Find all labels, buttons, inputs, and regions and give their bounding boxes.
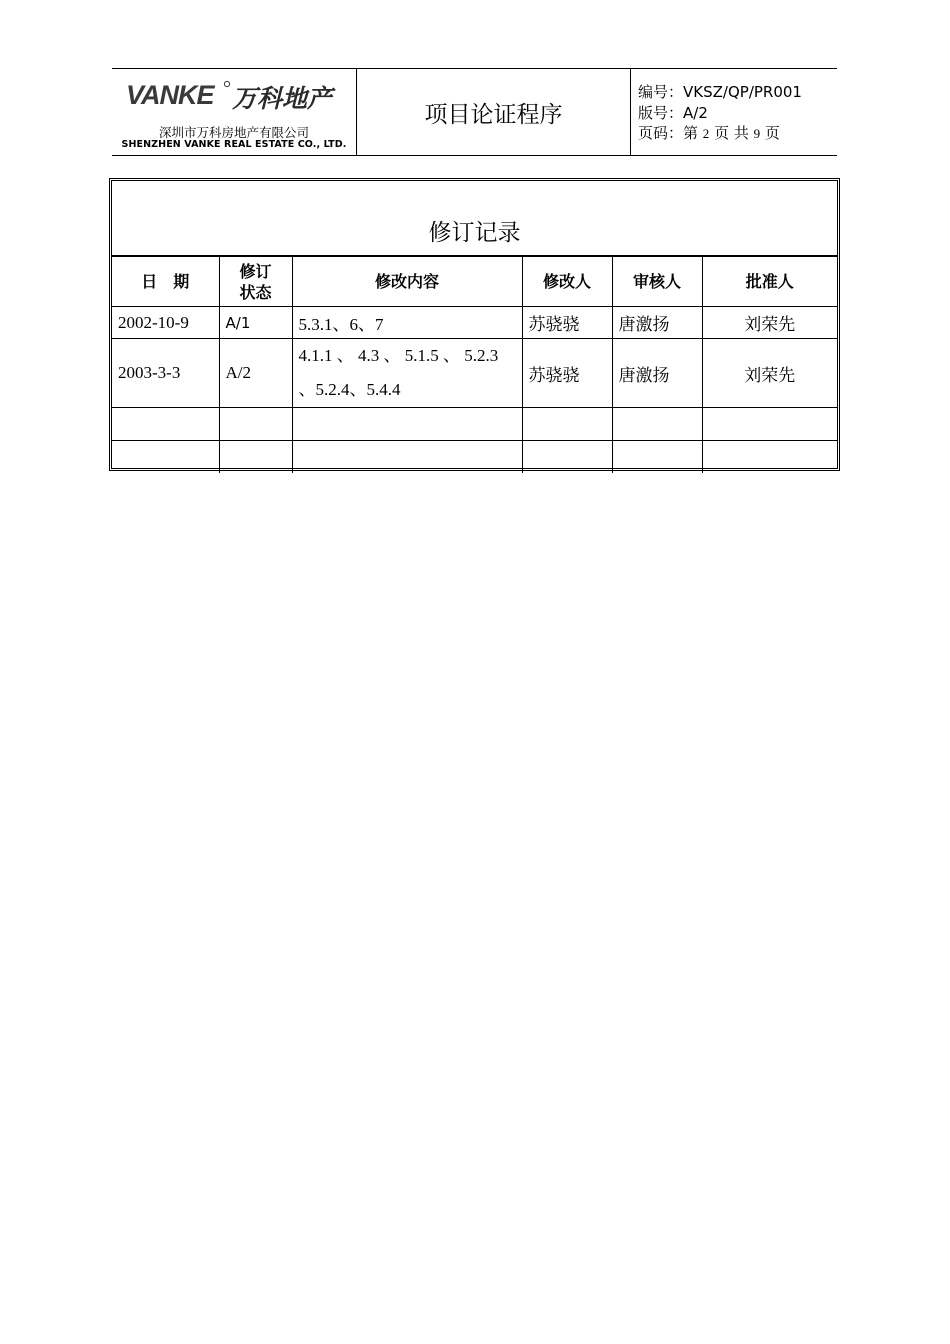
- logo-latin-text: VANKE: [126, 80, 214, 110]
- col-header-status-line2: 状态: [239, 282, 272, 302]
- empty-cell: [612, 441, 702, 474]
- table-row: [112, 307, 837, 339]
- revision-record: [109, 178, 840, 471]
- cell-content-line2: 、5.2.4、5.4.4: [298, 380, 401, 399]
- cell-status: A/2: [219, 339, 292, 408]
- doc-version-label: 版号：: [638, 103, 684, 122]
- company-name-en: SHENZHEN VANKE REAL ESTATE CO., LTD.: [121, 139, 347, 150]
- page-mid: 页 共: [714, 124, 749, 142]
- empty-cell: [219, 441, 292, 474]
- cell-modifier: 苏骁骁: [522, 307, 612, 339]
- doc-code-row: [638, 82, 802, 103]
- company-name-cn: 深圳市万科房地产有限公司: [158, 125, 309, 140]
- col-header-modifier: 修改人: [522, 257, 612, 307]
- empty-cell: [702, 408, 837, 441]
- cell-content-line1: 4.1.1 、 4.3 、 5.1.5 、 5.2.3: [298, 346, 499, 365]
- col-header-status-line1: 修订: [239, 261, 272, 281]
- cell-reviewer: 唐激扬: [612, 307, 702, 339]
- company-logo-cell: [112, 69, 357, 155]
- revision-title: 修订记录: [112, 181, 837, 256]
- table-row-empty: [112, 408, 837, 441]
- table-header-row: [112, 257, 837, 307]
- empty-cell: [702, 441, 837, 474]
- empty-cell: [522, 408, 612, 441]
- page-total: 9: [753, 126, 761, 141]
- doc-code-label: 编号：: [638, 83, 684, 101]
- document-header: [112, 68, 837, 156]
- cell-reviewer: 唐激扬: [612, 339, 702, 408]
- empty-cell: [292, 408, 522, 441]
- doc-code-value: VKSZ/QP/PR001: [683, 83, 802, 101]
- cell-approver: 刘荣先: [702, 307, 837, 339]
- page-end: 页: [764, 124, 780, 142]
- col-header-date: 日 期: [112, 257, 219, 307]
- cell-modifier: 苏骁骁: [522, 339, 612, 408]
- table-row: [112, 339, 837, 408]
- revision-table: [112, 256, 837, 473]
- document-meta: [638, 82, 802, 145]
- col-header-status: [219, 257, 292, 307]
- cell-content: 5.3.1、6、7: [292, 307, 522, 339]
- col-header-approver: 批准人: [702, 257, 837, 307]
- empty-cell: [112, 408, 219, 441]
- empty-cell: [522, 441, 612, 474]
- cell-content: [292, 339, 522, 408]
- doc-version-row: [638, 103, 802, 124]
- empty-cell: [612, 408, 702, 441]
- page-label: 页码：第: [638, 124, 699, 142]
- cell-date: 2003-3-3: [112, 339, 219, 408]
- vanke-logo: [126, 77, 346, 113]
- cell-status: A/1: [219, 307, 292, 339]
- doc-version-value: A/2: [683, 103, 708, 122]
- cell-approver: 刘荣先: [702, 339, 837, 408]
- cell-date: 2002-10-9: [112, 307, 219, 339]
- col-header-content: 修改内容: [292, 257, 522, 307]
- empty-cell: [292, 441, 522, 474]
- page-current: 2: [702, 126, 710, 141]
- doc-page-row: [638, 123, 802, 145]
- col-header-reviewer: 审核人: [612, 257, 702, 307]
- logo-cn-text: 万科地产: [232, 84, 333, 113]
- table-row-empty: [112, 441, 837, 474]
- document-title: 项目论证程序: [357, 69, 631, 155]
- empty-cell: [112, 441, 219, 474]
- empty-cell: [219, 408, 292, 441]
